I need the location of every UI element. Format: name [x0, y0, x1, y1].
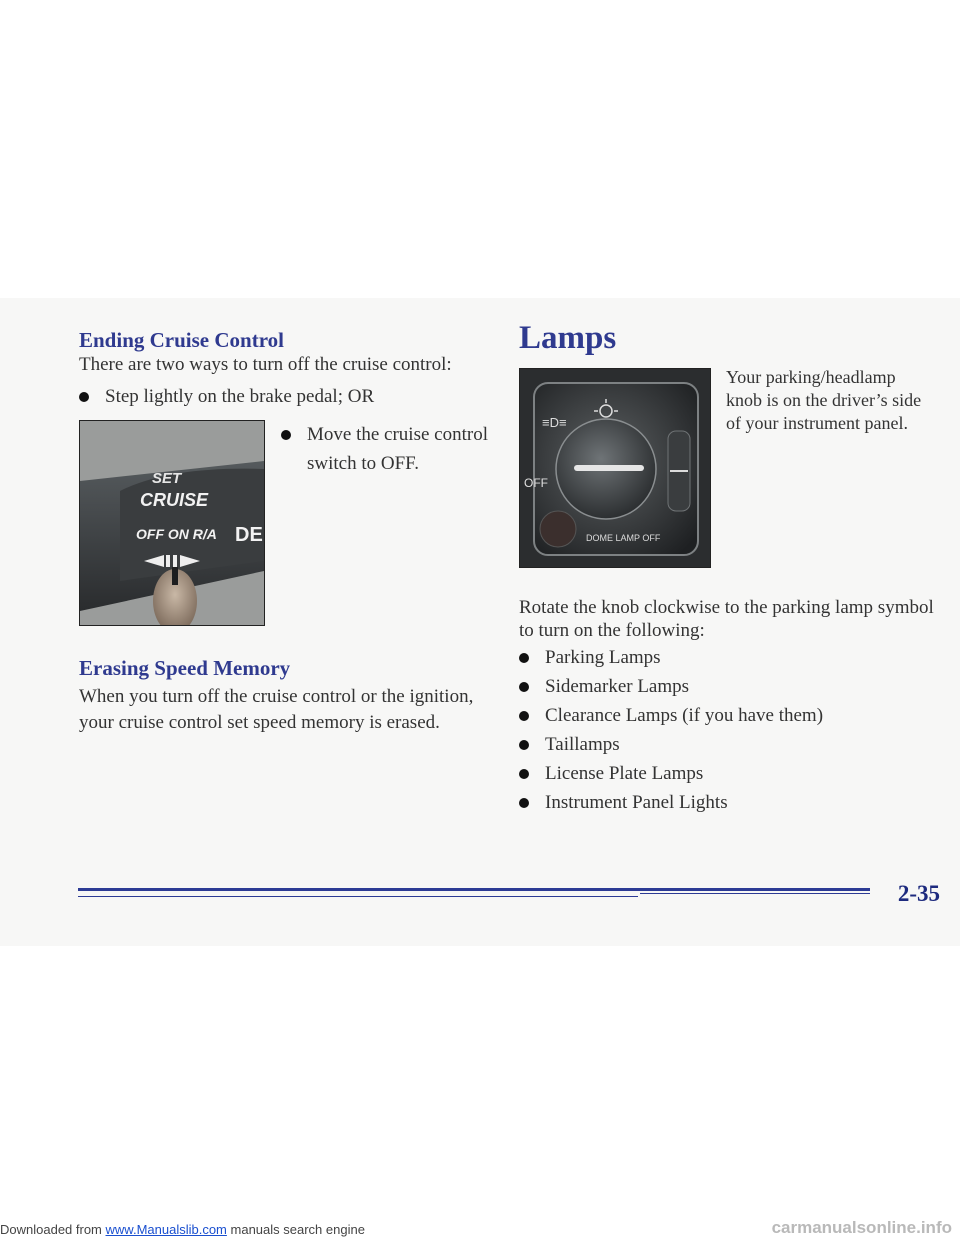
bullet-dot: [281, 430, 291, 440]
lamp-item-text: Taillamps: [545, 734, 620, 755]
download-bar: [0, 1222, 365, 1237]
lamps-heading: Lamps: [519, 320, 617, 356]
photo-set-label: SET: [152, 470, 182, 487]
manualslib-link[interactable]: www.Manualslib.com: [105, 1222, 227, 1237]
bullet-dot: [519, 798, 529, 808]
ending-cruise-heading: Ending Cruise Control: [79, 328, 284, 352]
lamp-item-text: License Plate Lamps: [545, 763, 704, 784]
erasing-line-2: your cruise control set speed memory is erased.: [79, 712, 440, 733]
bullet-switch-text-1: Move the cruise control: [307, 424, 488, 445]
lamp-item-text: Parking Lamps: [545, 647, 661, 668]
footer-rule-thin-2: [640, 893, 870, 894]
lamp-item-text: Clearance Lamps (if you have them): [545, 705, 824, 726]
list-item: [519, 730, 939, 759]
download-prefix: Downloaded from: [0, 1222, 102, 1237]
footer-rule-thin: [78, 896, 638, 897]
erasing-memory-heading: Erasing Speed Memory: [79, 656, 291, 680]
desc-line-1: Your parking/headlamp: [726, 367, 896, 387]
list-item: [519, 643, 939, 672]
cruise-switch-photo: [79, 420, 265, 626]
lamp-item-text: Instrument Panel Lights: [545, 792, 728, 813]
rotate-line-1: Rotate the knob clockwise to the parking lamp symbol: [519, 597, 934, 618]
bullet-dot: [519, 740, 529, 750]
photo-edge-label: DE: [235, 524, 263, 546]
headlamp-description: [726, 366, 946, 435]
photo-cruise-label: CRUISE: [140, 490, 209, 510]
rotate-knob-text: [519, 596, 949, 642]
list-item: [519, 759, 939, 788]
bullet-dot: [519, 769, 529, 779]
bullet-dot: [519, 682, 529, 692]
bullet-switch-text-2: switch to OFF.: [307, 453, 419, 474]
list-item: [519, 788, 939, 817]
desc-line-3: of your instrument panel.: [726, 413, 908, 433]
bullet-brake-text: Step lightly on the brake pedal; OR: [105, 386, 375, 407]
bullet-switch-off: [281, 420, 491, 478]
list-item: [519, 672, 939, 701]
rotate-line-2: to turn on the following:: [519, 620, 705, 641]
photo-modes-label: OFF ON R/A: [136, 526, 217, 542]
lamps-list: [519, 643, 939, 817]
lamp-item-text: Sidemarker Lamps: [545, 676, 690, 697]
footer-rule: [78, 888, 870, 891]
bullet-dot: [79, 392, 89, 402]
page-number: 2-35: [897, 881, 940, 906]
photo-off-label: OFF: [524, 476, 548, 490]
bullet-dot: [519, 711, 529, 721]
site-watermark: carmanualsonline.info: [771, 1218, 952, 1237]
download-suffix: manuals search engine: [230, 1222, 365, 1237]
erasing-memory-text: [79, 684, 499, 736]
cruise-bullet-list: [79, 382, 479, 411]
photo-dome-label: DOME LAMP OFF: [586, 533, 661, 543]
erasing-line-1: When you turn off the cruise control or the ignition,: [79, 686, 474, 707]
cruise-bullet-list-2: [281, 420, 491, 478]
desc-line-2: knob is on the driver’s side: [726, 390, 922, 410]
cruise-intro-text: There are two ways to turn off the cruise control:: [79, 354, 452, 375]
list-item: [519, 701, 939, 730]
bullet-dot: [519, 653, 529, 663]
headlamp-knob-photo: [519, 368, 711, 568]
svg-text:≡D≡: ≡D≡: [542, 415, 567, 430]
bullet-brake-pedal: [79, 382, 479, 411]
